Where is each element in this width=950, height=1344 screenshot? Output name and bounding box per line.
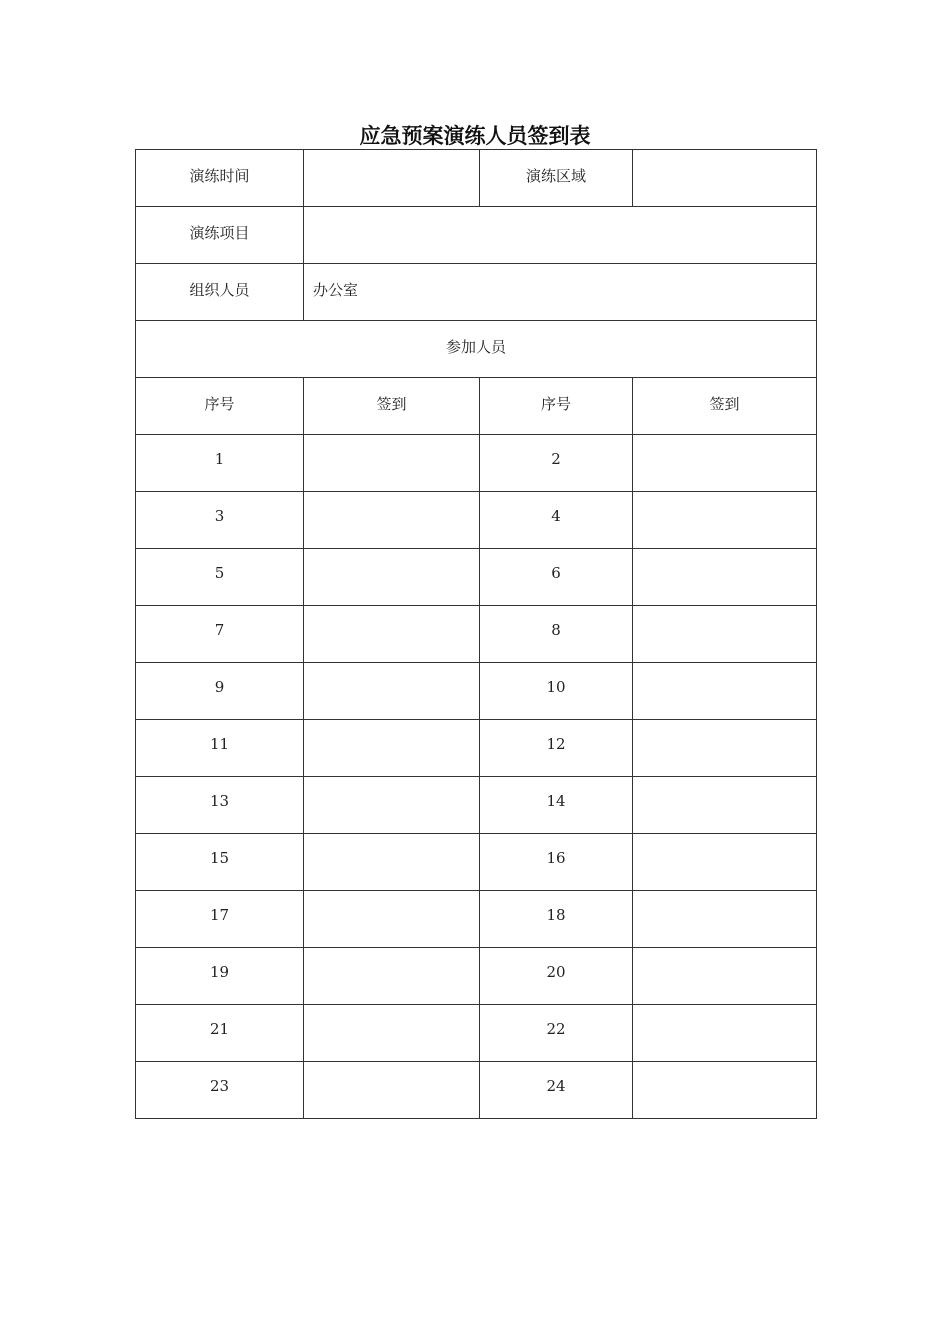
signature-cell-right[interactable] [633, 606, 817, 663]
row-number-right: 10 [480, 663, 633, 720]
signature-cell-right[interactable] [633, 663, 817, 720]
row-number-left: 23 [136, 1062, 304, 1119]
row-number-right: 4 [480, 492, 633, 549]
signature-cell-right[interactable] [633, 492, 817, 549]
column-header-left-signature: 签到 [304, 378, 480, 435]
signature-cell-left[interactable] [304, 891, 480, 948]
signature-cell-right[interactable] [633, 549, 817, 606]
drill-area-field[interactable] [633, 150, 817, 207]
row-number-left: 13 [136, 777, 304, 834]
row-number-left: 15 [136, 834, 304, 891]
signature-cell-right[interactable] [633, 948, 817, 1005]
signature-cell-left[interactable] [304, 834, 480, 891]
row-number-right: 2 [480, 435, 633, 492]
column-header-left-number: 序号 [136, 378, 304, 435]
row-number-left: 7 [136, 606, 304, 663]
signature-cell-right[interactable] [633, 891, 817, 948]
signature-cell-left[interactable] [304, 549, 480, 606]
sign-in-table-body [136, 150, 817, 1119]
drill-project-field[interactable] [304, 207, 817, 264]
table-row [136, 549, 817, 606]
signature-cell-left[interactable] [304, 435, 480, 492]
signature-cell-left[interactable] [304, 606, 480, 663]
table-row [136, 1005, 817, 1062]
row-number-right: 20 [480, 948, 633, 1005]
table-row [136, 663, 817, 720]
row-number-right: 22 [480, 1005, 633, 1062]
column-header-right-number: 序号 [480, 378, 633, 435]
row-number-right: 6 [480, 549, 633, 606]
participants-header-row [136, 378, 817, 435]
drill-project-row [136, 207, 817, 264]
signature-cell-right[interactable] [633, 834, 817, 891]
row-number-right: 16 [480, 834, 633, 891]
row-number-right: 12 [480, 720, 633, 777]
participants-section-row [136, 321, 817, 378]
row-number-left: 5 [136, 549, 304, 606]
row-number-left: 1 [136, 435, 304, 492]
signature-cell-right[interactable] [633, 777, 817, 834]
column-header-right-signature: 签到 [633, 378, 817, 435]
table-row [136, 891, 817, 948]
row-number-left: 21 [136, 1005, 304, 1062]
organizer-row [136, 264, 817, 321]
drill-project-label: 演练项目 [136, 207, 304, 264]
row-number-right: 18 [480, 891, 633, 948]
signature-cell-left[interactable] [304, 948, 480, 1005]
organizer-field[interactable]: 办公室 [304, 264, 817, 321]
signature-cell-left[interactable] [304, 1062, 480, 1119]
sign-in-table [135, 149, 817, 1119]
participants-section-title: 参加人员 [136, 321, 817, 378]
signature-cell-left[interactable] [304, 777, 480, 834]
drill-time-field[interactable] [304, 150, 480, 207]
table-row [136, 948, 817, 1005]
table-row [136, 435, 817, 492]
drill-time-row [136, 150, 817, 207]
signature-cell-left[interactable] [304, 663, 480, 720]
table-row [136, 606, 817, 663]
signature-cell-right[interactable] [633, 1005, 817, 1062]
signature-cell-left[interactable] [304, 1005, 480, 1062]
table-row [136, 1062, 817, 1119]
drill-area-label: 演练区域 [480, 150, 633, 207]
signature-cell-right[interactable] [633, 435, 817, 492]
row-number-right: 8 [480, 606, 633, 663]
signature-cell-left[interactable] [304, 720, 480, 777]
row-number-left: 9 [136, 663, 304, 720]
organizer-label: 组织人员 [136, 264, 304, 321]
row-number-right: 24 [480, 1062, 633, 1119]
row-number-left: 19 [136, 948, 304, 1005]
row-number-left: 17 [136, 891, 304, 948]
table-row [136, 834, 817, 891]
signature-cell-right[interactable] [633, 720, 817, 777]
table-row [136, 492, 817, 549]
page-title: 应急预案演练人员签到表 [359, 124, 591, 148]
row-number-right: 14 [480, 777, 633, 834]
row-number-left: 3 [136, 492, 304, 549]
signature-cell-right[interactable] [633, 1062, 817, 1119]
signature-cell-left[interactable] [304, 492, 480, 549]
table-row [136, 777, 817, 834]
table-row [136, 720, 817, 777]
drill-time-label: 演练时间 [136, 150, 304, 207]
row-number-left: 11 [136, 720, 304, 777]
